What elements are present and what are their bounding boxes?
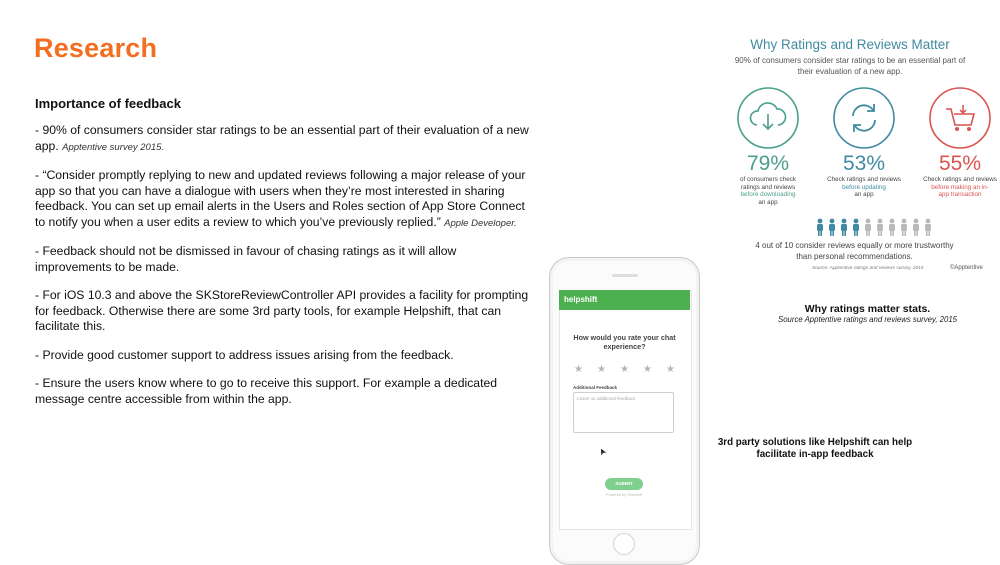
shopping-cart-icon <box>927 85 993 151</box>
feedback-input[interactable]: Leave us additional feedback <box>573 392 674 433</box>
person-icon <box>899 218 909 236</box>
home-button[interactable] <box>613 533 635 555</box>
star-icon[interactable]: ★ <box>574 364 583 375</box>
stat-line: an app <box>854 191 874 199</box>
bullet-list <box>35 123 535 420</box>
stat-highlight: before downloading <box>740 191 796 199</box>
stat-description <box>915 176 1000 199</box>
phone-speaker <box>612 274 638 277</box>
stat-percent: 53% <box>842 152 886 175</box>
person-icon <box>815 218 825 236</box>
stat-description <box>723 176 813 206</box>
stat-line: of consumers check <box>740 176 796 183</box>
bullet-item <box>35 123 535 155</box>
person-icon <box>863 218 873 236</box>
infographic-title: Why Ratings and Reviews Matter <box>750 37 950 52</box>
submit-button[interactable]: SUBMIT <box>605 478 643 490</box>
star-icon[interactable]: ★ <box>666 364 675 375</box>
infographic-summary: 4 out of 10 consider reviews equally or more trustworthy than personal recommendations. <box>755 241 954 261</box>
bullet-text: - Ensure the users know where to go to receive this support. For example a dedicated message centre accessible from within the app. <box>35 376 498 406</box>
infographic-caption: Why ratings matter stats. <box>804 303 931 315</box>
bullet-citation: Apple Developer. <box>444 217 517 229</box>
bullet-text: - For iOS 10.3 and above the SKStoreReviewController API provides a facility for prompting for feedback. Otherwise there are some 3rd party tools, for example Helpshift, that can facilitate this. <box>35 288 529 333</box>
slide-title: Research <box>34 33 158 63</box>
infographic-source: Source: Apptentive ratings and reviews survey, 2015 <box>812 266 924 271</box>
bullet-text: - Provide good customer support to address issues arising from the feedback. <box>35 347 454 362</box>
stat-line: Check ratings and reviews <box>923 176 997 183</box>
person-icon <box>839 218 849 236</box>
stat-line: an app <box>758 198 778 206</box>
stat-description <box>819 176 909 199</box>
bullet-text: - Feedback should not be dismissed in favour of chasing ratings as it will allow improvements to be made. <box>35 244 457 274</box>
bullet-item <box>35 348 535 364</box>
person-icon <box>911 218 921 236</box>
rating-question: How would you rate your chat experience? <box>573 333 676 351</box>
star-icon[interactable]: ★ <box>597 364 606 375</box>
infographic-subtitle: 90% of consumers consider star ratings to be an essential part of their evaluation of a new app. <box>734 56 966 76</box>
helpshift-logo: helpshift <box>564 295 598 304</box>
bullet-citation: Apptentive survey 2015. <box>62 141 165 153</box>
refresh-icon <box>831 85 897 151</box>
person-icon <box>875 218 885 236</box>
stat-highlight: before updating <box>842 183 886 191</box>
cloud-download-icon <box>735 85 801 151</box>
mouse-cursor-icon: ➤ <box>596 445 609 458</box>
star-icon[interactable]: ★ <box>620 364 629 375</box>
stat-line: Check ratings and reviews <box>827 176 901 183</box>
bullet-item <box>35 288 535 335</box>
helpshift-caption: 3rd party solutions like Helpshift can help facilitate in-app feedback <box>717 437 913 460</box>
star-icon[interactable]: ★ <box>643 364 652 375</box>
bullet-text: - 90% of consumers consider star ratings to be an essential part of their evaluation of a new app. <box>35 123 529 153</box>
stat-line: ratings and reviews <box>740 183 796 191</box>
stat-highlight: before making an in-app transaction <box>931 183 989 199</box>
stat-percent: 55% <box>938 152 982 175</box>
bullet-item <box>35 376 535 407</box>
infographic-caption-source: Source Apptentive ratings and reviews survey, 2015 <box>778 315 957 324</box>
bullet-text: - “Consider promptly replying to new and updated reviews following a major release of your app so that you can have a dialogue with users when they’re most interested in sharing feedback. You can set up email alerts in the Users and Roles section of App Store Connect to notify you when a user edits a review to which you’ve previously replied.” <box>35 168 526 229</box>
powered-by-text: Powered by Helpshift <box>606 493 642 497</box>
bullet-item <box>35 168 535 231</box>
people-pictogram <box>815 218 935 241</box>
section-heading: Importance of feedback <box>35 96 181 111</box>
person-icon <box>887 218 897 236</box>
stat-percent: 79% <box>746 152 790 175</box>
bullet-item <box>35 244 535 275</box>
infographic-brand: ©Apptentive <box>950 265 983 271</box>
person-icon <box>923 218 933 236</box>
person-icon <box>851 218 861 236</box>
person-icon <box>827 218 837 236</box>
feedback-label: Additional Feedback <box>573 385 618 390</box>
